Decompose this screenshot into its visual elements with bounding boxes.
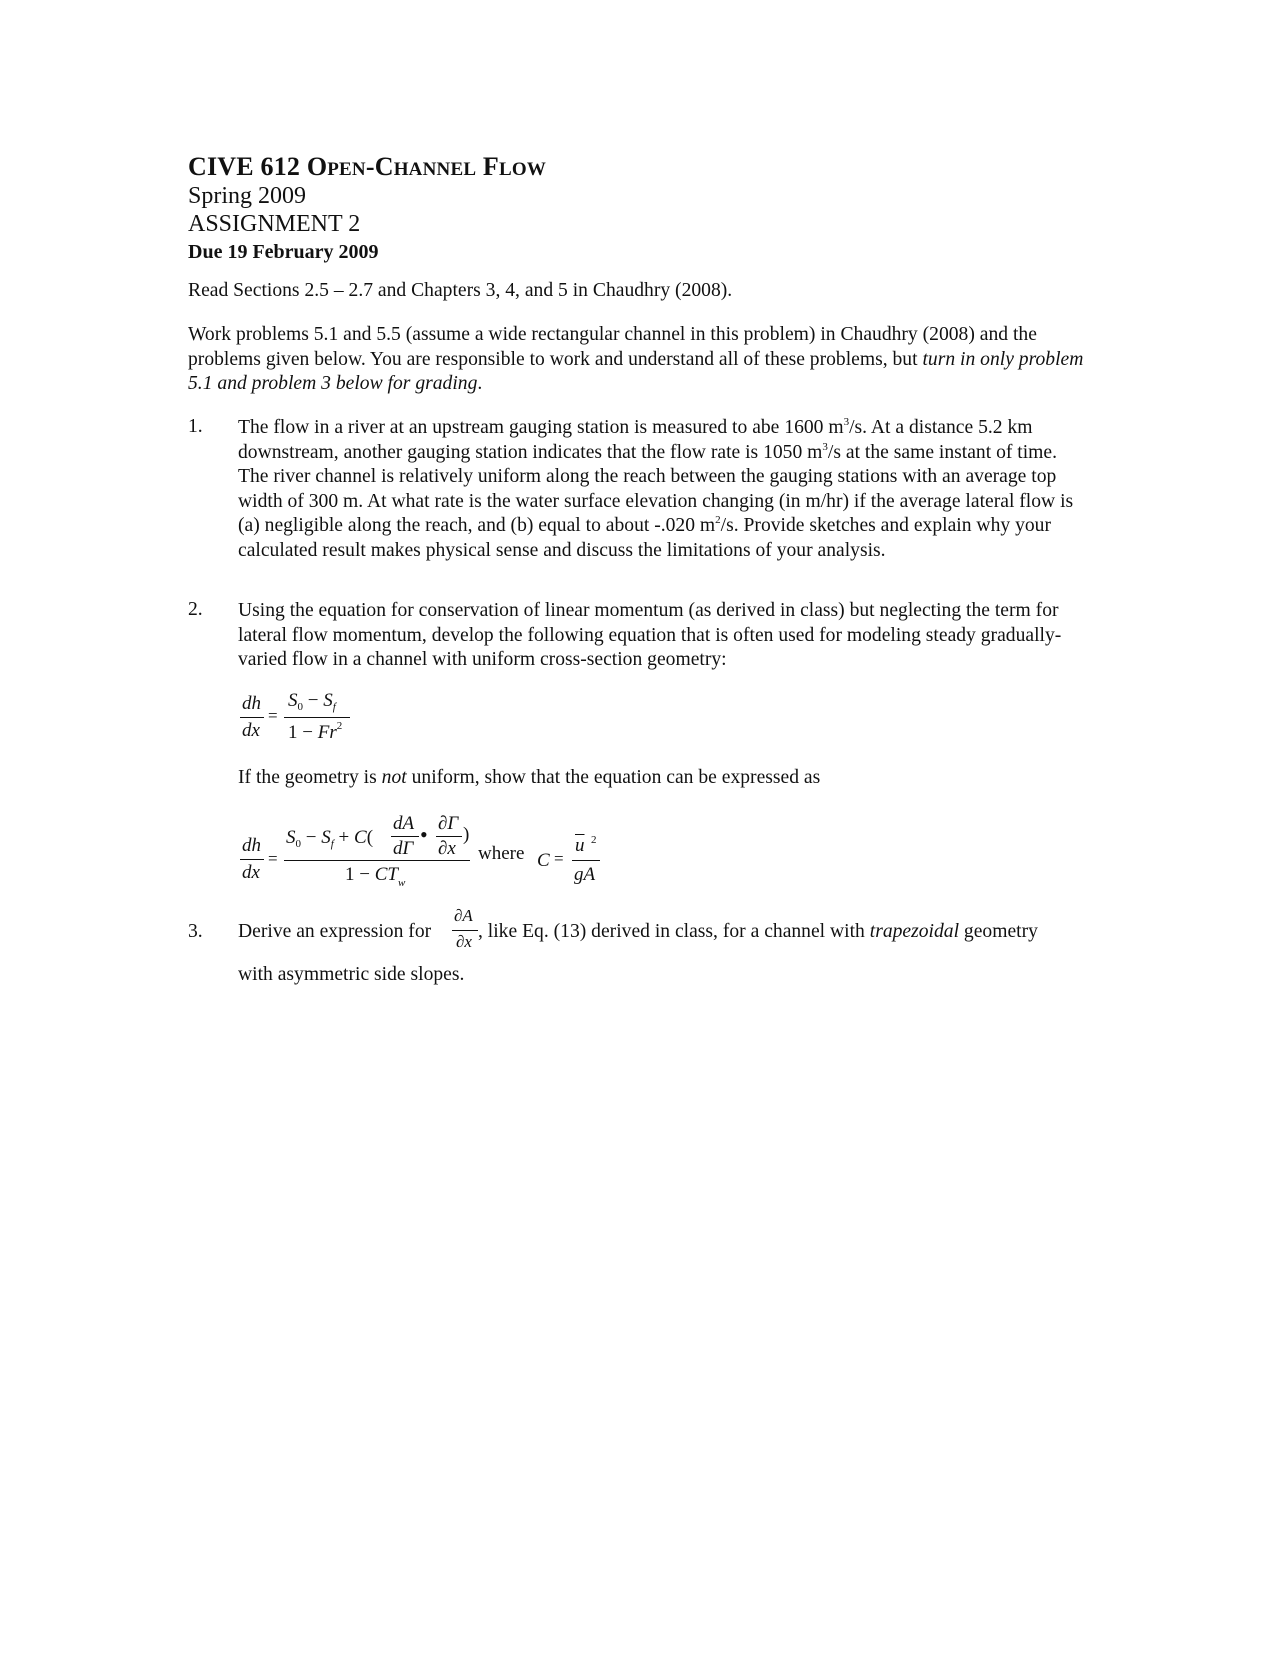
work-instructions: Work problems 5.1 and 5.5 (assume a wide rectangular channel in this problem) in Chaudhry (2008) and the problems given below. You are responsible to work and understand all of these problems, but turn in only problem 5.1 and problem 3 below for grading.: [188, 324, 1084, 394]
assignment-title: ASSIGNMENT 2: [188, 211, 361, 237]
problem-3-text-end: , like Eq. (13) derived in class, for a channel with trapezoidal geometry: [478, 921, 1038, 942]
course-title: CIVE 612 OPEN-CHANNEL FLOW: [188, 152, 547, 181]
problem-3-text-line2: with asymmetric side slopes.: [238, 964, 465, 985]
emphasis-text: turn in only problem 5.1 and problem 3 below for grading: [188, 348, 1084, 394]
reading-instructions: Read Sections 2.5 – 2.7 and Chapters 3, 4, and 5 in Chaudhry (2008).: [188, 280, 733, 301]
problem-3-number: 3.: [188, 921, 203, 942]
due-date: Due 19 February 2009: [188, 241, 379, 263]
term: Spring 2009: [188, 183, 307, 209]
geometry-statement: If the geometry is not uniform, show that the equation can be expressed as: [238, 767, 821, 788]
problem-1-text: The flow in a river at an upstream gauging station is measured to abe 1600 $m^3/s$. At a distance 5.2 km downstream, another gauging station indicates that the flow rate is 1050 $m^3/s$ at the same instant of time. The river channel is relatively uniform along the reach between the gauging stations with an average top width of 300 m. At what rate is the water surface elevation changing (in m/hr) if the average lateral flow is (a) negligible along the reach, and (b) equal to about -.020 $m^2/s$. Provide sketches and explain why your calculated result makes physical sense and discuss the limitations of your analysis.: [238, 416, 1074, 561]
problem-2-number: 2.: [188, 599, 203, 620]
problem-3-text-start: Derive an expression for: [238, 921, 432, 942]
problem-2-text: Using the equation for conservation of linear momentum (as derived in class) but neglecting the term for lateral flow momentum, develop the following equation that is often used for modeling steady gradually-varied flow in a channel with uniform cross-section geometry:: [238, 600, 1062, 670]
document-page: CIVE 612 OPEN-CHANNEL FLOW Spring 2009 ASSIGNMENT 2 Due 19 February 2009 Read Sections 2.5 – 2.7 and Chapters 3, 4, and 5 in Chaudhry (2008). Work problems 5.1 and 5.5 (assume a wide rectangular channel in this problem) in Chaudhry (2008) and the problems given below. You are responsible to work and understand all of these problems, but turn in only problem 5.1 and problem 3 below for grading. 1. The flow in a river at an upstream gauging station is measured to abe 1600 $m^3/s$. At a distance 5.2 km downstream, another gauging station indicates that the flow rate is 1050 $m^3/s$ at the same instant of time. The river channel is relatively uniform along the reach between the gauging stations with an average top width of 300 m. At what rate is the water surface elevation changing (in m/hr) if the average lateral flow is (a) negligible along the reach, and (b) equal to about -.020 $m^2/s$. Provide sketches and explain why your calculated result makes physical sense and discuss the limitations of your analysis. 2. Using the equation for conservation of linear momentum (as derived in class) but neglecting the term for lateral flow momentum, develop the following equation that is often used for modeling steady gradually-varied flow in a channel with uniform cross-section geometry: dh dx = $S_0 - S_f$ $1 - Fr^2$ If the geometry is not uniform, show that the equation can be expressed as dh dx = $S_0 - S_f + C$( dA dΓ • ∂Γ ∂x ) $1 - CT_w$ where C = $\overline{u}$ 2 gA 3. Derive an expression for ∂A ∂x , like Eq. (13) derived in class, for a channel with trapezoidal geometry with asymmetric side slopes.: [0, 0, 1280, 1656]
problem-1-number: 1.: [188, 416, 203, 437]
